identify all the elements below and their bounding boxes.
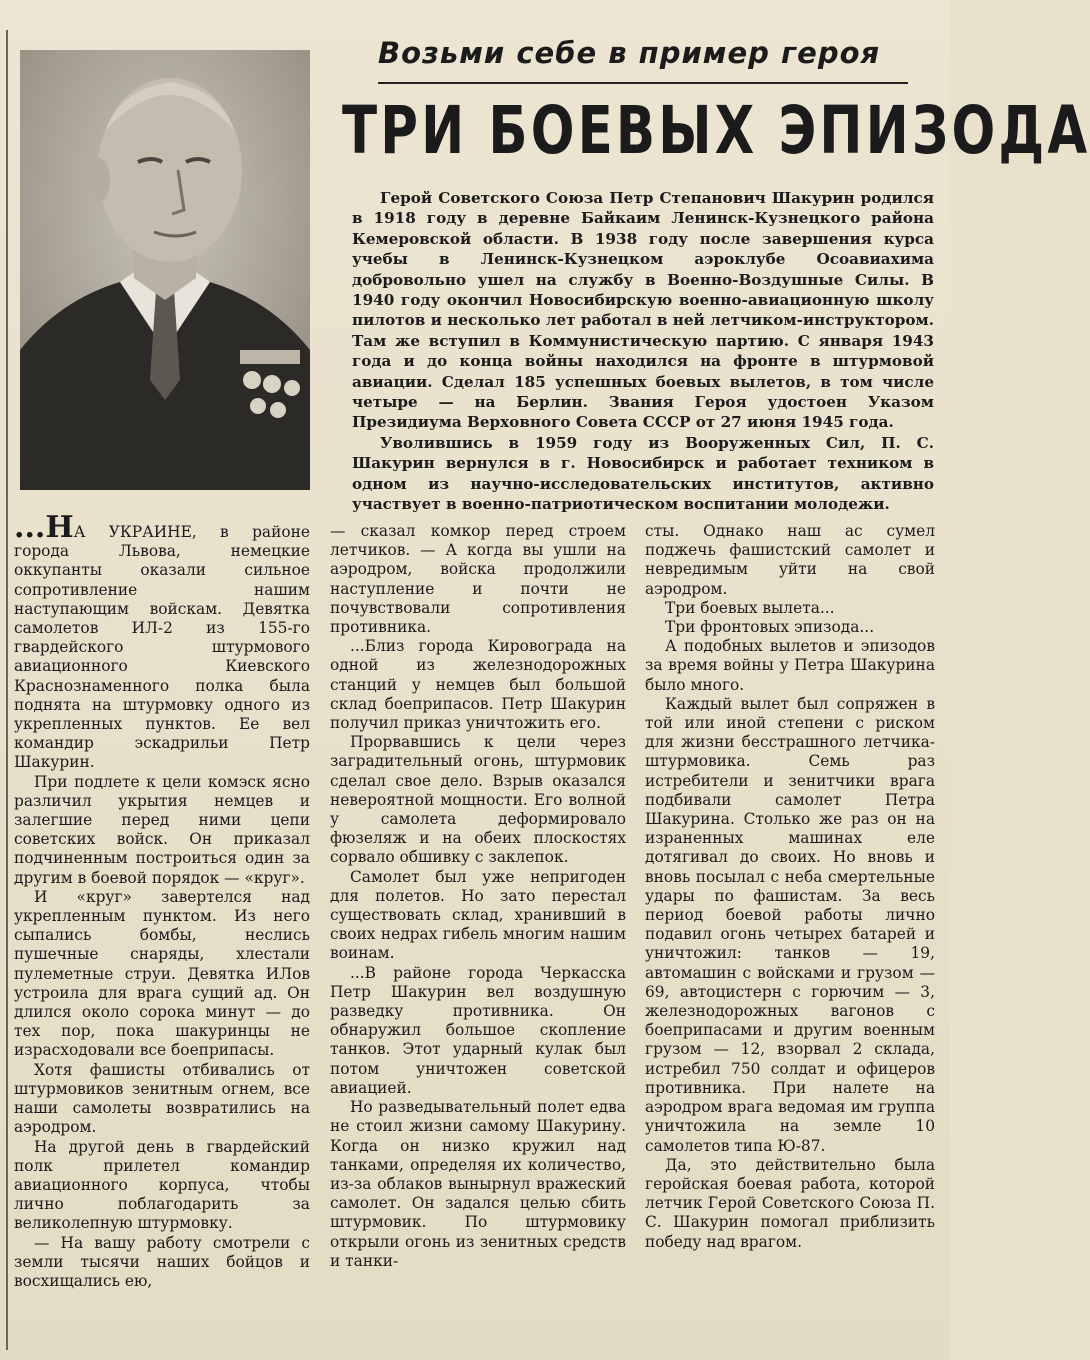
body-paragraph: И «круг» завертелся над укрепленным пунктом. Из него сыпались бомбы, неслись пушечные снаряды, хлестали пулеметные струи. Девятка ИЛов устроила для врага сущий ад. Он длился около сорока минут — до тех пор, пока шакуринцы не израсходовали все боеприпасы. <box>14 887 310 1060</box>
text-column-2 <box>330 522 626 1271</box>
text-column-3 <box>645 522 935 1252</box>
lead-text: А УКРАИНЕ, в районе города Львова, немецкие оккупанты оказали сильное сопротивление нашим наступающим войскам. Девятка самолетов ИЛ-2 из 155-го гвардейского штурмового авиационного Киевского Краснознаменного полка была поднята на штурмовку одного из укрепленных пунктов. Ее вел командир эскадрильи Петр Шакурин. <box>14 523 310 772</box>
intro-paragraph: Герой Советского Союза Петр Степанович Шакурин родился в 1918 году в деревне Байкаим Ленинск-Кузнецкого района Кемеровской области. В 1938 году после завершения курса учебы в Ленинск-Кузнецком аэроклубе Осоавиахима добровольно ушел на службу в Военно-Воздушные Силы. В 1940 году окончил Новосибирскую военно-авиационную школу пилотов и несколько лет работал в ней летчиком-инструктором. Там же вступил в Коммунистическую партию. С января 1943 года и до конца войны находился на фронте в штурмовой авиации. Сделал 185 успешных боевых вылетов, в том числе четыре — на Берлин. Звания Героя удостоен Указом Президиума Верховного Совета СССР от 27 июня 1945 года. <box>352 189 934 432</box>
body-paragraph: Каждый вылет был сопряжен в той или иной степени с риском для жизни бесстрашного летчика-штурмовика. Семь раз истребители и зенитчики врага подбивали самолет Петра Шакурина. Столько же раз он на израненных машинах еле дотягивал до своих. Но вновь и вновь посылал с неба смертельные удары по фашистам. За весь период боевой работы лично подавил огонь четырех батарей и уничтожил: танков — 19, автомашин с войсками и грузом — 69, автоцистерн с горючим — 3, железнодорожных вагонов с боеприпасами и другим военным грузом — 12, взорвал 2 склада, истребил 750 солдат и офицеров противника. При налете на аэродром врага ведомая им группа уничтожила на земле 10 самолетов типа Ю-87. <box>645 694 935 1155</box>
body-paragraph: ...Близ города Кировограда на одной из железнодорожных станций у немцев был большой склад боеприпасов. Петр Шакурин получил приказ уничтожить его. <box>330 637 626 733</box>
intro-paragraph: Уволившись в 1959 году из Вооруженных Сил, П. С. Шакурин вернулся в г. Новосибирск и работает техником в одном из научно-исследовательских институтов, активно участвует в военно-патриотическом воспитании молодежи. <box>352 433 934 514</box>
column-rule <box>6 30 8 1350</box>
drop-cap: ...Н <box>14 510 74 545</box>
kicker-underline <box>378 82 908 84</box>
body-paragraph: Три боевых вылета... <box>665 598 835 617</box>
body-paragraph: Прорвавшись к цели через заградительный огонь, штурмовик сделал свое дело. Взрыв оказался невероятной мощности. Его волной у самолета деформировало фюзеляж и на обеих плоскостях сорвало обшивку с заклепок. <box>330 733 626 867</box>
lead-paragraph <box>14 510 310 773</box>
body-paragraph: Самолет был уже непригоден для полетов. Но зато перестал существовать склад, хранивший в своих недрах гибель многим нашим воинам. <box>330 867 626 963</box>
body-paragraph: ...В районе города Черкасска Петр Шакурин вел воздушную разведку противника. Он обнаружил большое скопление танков. Этот ударный кулак был потом уничтожен советской авиацией. <box>330 963 626 1097</box>
portrait-photo <box>20 50 310 490</box>
body-paragraph: При подлете к цели комэск ясно различил укрытия немцев и залегшие перед ними цепи советских войск. Он приказал подчиненным построиться один за другим в боевой порядок — «круг». <box>14 772 310 887</box>
body-paragraph: — сказал комкор перед строем летчиков. — А когда вы ушли на аэродром, войска продолжили наступление и почти не почувствовали сопротивления противника. <box>330 522 626 637</box>
body-paragraph: сты. Однако наш ас сумел поджечь фашистский самолет и невредимым уйти на свой аэродром. <box>645 522 935 598</box>
body-paragraph: Но разведывательный полет едва не стоил жизни самому Шакурину. Когда он низко кружил над танками, определяя их количество, из-за облаков вынырнул вражеский самолет. Он задался целью сбить штурмовик. По штурмовику открыли огонь из зенитных средств и танки- <box>330 1098 626 1270</box>
body-paragraph: Хотя фашисты отбивались от штурмовиков зенитным огнем, все наши самолеты возвратились на аэродром. <box>14 1060 310 1137</box>
body-paragraph: Да, это действительно была геройская боевая работа, которой летчик Герой Советского Союза П. С. Шакурин помогал приблизить победу над врагом. <box>645 1155 935 1251</box>
body-paragraph: — На вашу работу смотрели с земли тысячи наших бойцов и восхищались ею, <box>14 1233 310 1290</box>
body-paragraph: На другой день в гвардейский полк прилетел командир авиационного корпуса, чтобы лично поблагодарить за великолепную штурмовку. <box>14 1137 310 1233</box>
article-headline: ТРИ БОЕВЫХ ЭПИЗОДА <box>342 92 1090 169</box>
article-kicker: Возьми себе в пример героя <box>378 36 881 70</box>
text-column-1 <box>14 510 310 1291</box>
article-intro <box>352 188 934 515</box>
body-paragraph: А подобных вылетов и эпизодов за время войны у Петра Шакурина было много. <box>645 637 935 694</box>
body-paragraph: Три фронтовых эпизода... <box>665 618 875 637</box>
